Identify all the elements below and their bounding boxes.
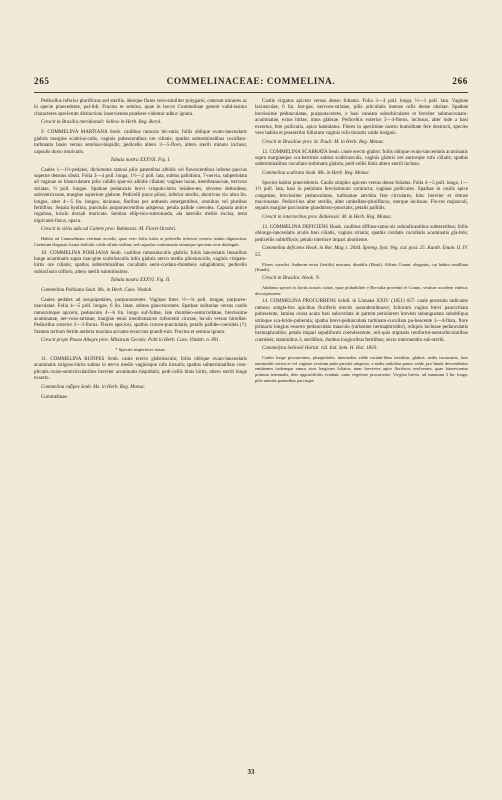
page-number-left: 265 — [34, 76, 50, 86]
signature-mark: 33 — [247, 768, 255, 776]
paragraph: Pedicellus inferior pluriflorus sed sterilis, ideoque flores vero-similiter polygami, ceterum minores ac in specie praecedente, pal-lidi. Fructus et semina, quae in hocce Commelinae genere valid-issimo characteres specierum distinctioni inservientes praebere videntur adhuc ignota. — [34, 98, 247, 117]
paragraph: Flores coerulei. Antherae tertia (fertilis) maxima, dimidiis (Hook). Affinis Comm. elegantis, cui habitu simillima (Kunth). — [255, 261, 468, 273]
paragraph: 13. COMMELINA DEFICIENS Hook. caulibus diffuso-ramo-sis subradicantibus subteretibus; foliis oblongo-lanceolatis acutis basi ciliatis, vaginis striatis; spathis cordatis cucullatis acuminatis gla-bris; pedicellis subtrifloris; petalo interiore impari abortiente. — [255, 223, 468, 243]
paragraph: 12. COMMELINA SCABRATA Seub. caule erecto glabro; foliis oblique ovato-lanceolatis acuminatis supra margineque sca-berrimis subtus scabriusculis, vaginis glabris ore anticeque rufo ciliatis; spathis subterminalibus cucullato-turbinatis glabris; pedi-cellis binis altero sterili incluso. — [255, 148, 468, 168]
header-rule — [34, 92, 468, 93]
paragraph: Crescit in Brasiliae prov. St. Pauli: M. in Herb. Reg. Monac. — [262, 138, 385, 145]
running-title: COMMELINACEAE: COMMELINA. — [166, 76, 336, 86]
paragraph: Addimus speciei in hortis nostris cultae, quae probabiliter e Bra-silia proveniit et Comm. vestitae accedere videtur, descriptionem: — [255, 284, 468, 296]
paragraph: 14. COMMELINA PROCURRENS Schdl. in Linnaea XXIV. (1851) 657. caule prostrato radicante ramoso subgla-bro apicibus floriferis erectis ascendentibusve; foliorum vagina brevi pauciciliata pubescente, lamina ovata acuta basi subcordata in partem petiolarem brevem subangustata subobliqua utrinque sca-brido-puberula; spatha brevi-pedunculata turbinato-cucullata pu-bescente 3—4-flora, flore primario longius exserto pedunculato masculo (rarissime hermaphrodito), reliquis inclusae pedunculatis hermaphroditis; petalo impari sepaliformi coerulescente, reli-quis stipitatis reniformi-semiorbicularibus coeruleis; staminibus 3, sterilibus, duobus longioribus fertilibus, sexto intermendio sub-sterili. — [255, 298, 468, 343]
paragraph: Crescit in silvis udis ad Caitete prov. Bahiensis: M. Floret Octobri. — [41, 226, 177, 233]
right-column — [255, 98, 468, 768]
paragraph: Commelinae. — [41, 393, 69, 400]
paragraph: Caulis virgatus apicem versus denso foliatus. Folia 3—4 poll. longa, ½—1 poll. lata. Vaginae laxiusculae, 6 lin. lon-gae, nervoso-striatae, pilis articulatis intense rufis dense obsitae. Spathae brevissime pedunculatae, purpurascentes, e basi cuneata suborbiculares et breviter submucronato-acuminatae, extus hirtae, intus glabrae. Pedicellus exterior 3—4-florus, inclusus, alter inde a basi exsertus, fere pollicaris, apice hamulatus. Flores in specimine nostro humiditate fere destructi, species vero habitu et praesertim foliorum vaginis rufo-hirsutis valde insignis. — [255, 98, 468, 137]
paragraph: * Species imperfecte notae. — [115, 347, 166, 353]
left-column — [34, 98, 247, 768]
paragraph: Commelina scabrata Seub. Ms. in Herb. Reg. Monac. — [262, 169, 371, 176]
paragraph: Tabula nostra XXXVI. Fig. II. — [110, 277, 171, 284]
paragraph: 11. COMMELINA RUFIPES Seub. caule erecto glabriusculo; foliis oblique ovato-lanceolatis acuminatis strigoso-hirtis subtus in nervo medio vaginisque rufo hirsutis; spathis subterminalibus com-plicatis ovato-semicircularibus breviter acuminatis hispidulis; pedi-cellis binis hirtis, altero sterili longe exserto. — [34, 355, 247, 382]
page-number-right: 266 — [452, 76, 468, 86]
paragraph: Habitu ad Commelinam vestitam accedit, quae vero foliis hirtis et pedicello inferiori exserto statim dignoscitur. Caeterum elegantis forma latifoliis valde affinis videtur, sed capsulae conformatio utramque speciem certe distinguit. — [34, 236, 247, 247]
paragraph: Crescit in interioribus prov. Bahiensis: M. in Herb. Reg. Monac. — [262, 214, 393, 221]
paragraph: Caules longe procurrentes, pluripedales, internodiis valde variabi-libus teretibus, glabris, nodis incrassatis, laxe internodiis versus et vel vaginae exortum pube parvula adsperso, e nodis radicibus pauce valde, pro-funde descendentes emittentes iisdemque ramos suos longiores foliatos, nunc brevieres apice floriferos evolventes, quae laterescentur primum terminalis, deis oppositifoliis evadunt, ramo vegetiore procurrente. Va-gina brevis, ad summum 3 lin. longa, pilis minutis patentibus parcisque — [255, 355, 468, 383]
paragraph: Caules pedales ad sesquipedales, purpurascentes. Vaginae Inter. ½—¾ poll. longae, purpureo-maculatae. Folia 4—5 poll. longae, 6 lin. latae, subtus glaucescentes. Spathae solitariae versus caulis ramorumque apicem, pedunculo 4—6 lin. longo suf-fultae, late rhombeo-semicordatae, brevissime acuminatae, ner-voso-striatae, margine tenui membranaceo rufescenti cinctae, ba-sin versus hirtellae. Pedicellus exterior 2—3-florus. Flores speciosi, spathis croceo-punctulatis, petalis pallide-coeruleis (?). Stamen tertium fertile anthera maxima arcuato-recurvata praedi-tum. Fructus et semina ignota. — [34, 296, 247, 335]
paragraph: Crescit in Brasilia: Hook. ¾ — [262, 275, 320, 282]
paragraph: Commelina Pohliana Seub. Ms. in Herb. Caes. Vindob. — [41, 286, 153, 293]
paragraph: Commelyna Sellowii Hortul. vid. Ind. Sem. H. Hal. 1850. — [262, 345, 378, 352]
paragraph: Caules 1—1½-pedales, dichotome ramosi pilis patentibus albidis vel flavescentibus inferne parcius superne densius obsiti. Folia 3—4 poll. longa, 1½—2 poll. lata, subtus pallidiora, 7-nervia, subpetiolata ad vaginae os bisurculatum pilis validis spar-sis albidis ciliatae; vaginae laxae, membranaceae, nervoso striatae, ½ poll. longae. Spathae pedunculo brevi crispulo-hirto insiden-tes, obverse deltoideae, subventricosae, margine superiore glabrae. Pedicelli parce pilosi, inferior sterilis, abortivus vix ultra lin. longus, alter 4—5 lin. longus, incinuus, floribus per anthesin emergentibus, omnibus vel pluribus fertilibus. Sepala hyalina, punctulis purpurascentibus adspersa; petala pallide coerulea. Capsula antice rugulosa, loculo dorsali muricato. Semina ellip-tico-subrotunda, ala lateralis medio excisa, testa nigricanti-fusca, opaca. — [34, 166, 247, 224]
paragraph: Crescit prope Pouso Allegre prov. Minarum Geraës: Pohl in Herb. Caes. Vindob. n. 891. — [41, 337, 221, 344]
paragraph: Commelina deficiens Hook. in Bot. Mag. t. 2644. Spreng. Syst. Veg. cur. post. 25. Kunth. Enum. II. IV. 55. — [255, 245, 468, 258]
paragraph: Tabula nostra XXXVII. Fig. I. — [110, 157, 171, 164]
paragraph: 10. COMMELINA POHLIANA Seub. caulibus ramosiusculis glabris; foliis lanceolatis linearibus longe acuminatis supra mar-gine scabriusculis infra glabris nervo medio pilosiusculis, vaginis crispato-hirtis ore ciliatis; spathis subterminalibus cucullatis semi-cordato-rhombeis subglabratis; pedicello subinclusio trifloro, altero sterili submitissimo. — [34, 249, 247, 275]
paragraph: 9. COMMELINA MARTIANA Seub. caulibus ramosis hir-sutis; foliis oblique ovato-lanceolatis glabris margine scabrius-culis, vaginis pubescentibus ore ciliatis; spathis subterminalibus cucullato-turbinatis basin versus setuloso-hispidis; pedicello altero 3—5-floro, altero sterili minuto incluso; capsulis dorso muricatis. — [34, 129, 247, 155]
running-header — [34, 76, 468, 90]
paragraph: Commelina rufipes Seub. Ms. in Herb. Reg. Monac. — [41, 383, 146, 390]
paragraph: Crescit in Brasilia meridionali: Sellow in Herb. Reg. Berol. — [41, 119, 162, 126]
paragraph: Species habitu praecedentis. Caulis simplex apicem versus dense foliatus. Folia 4—5 poll. longa, 1—1½ poll. lata, basi in petiolum brevissimum contracta; vaginae pollicares. Spathae in caulis apice congestae, brevissime pedunculatae, turbinatae am-bitu fere circulares, hinc breviter et obtuse mucronatae. Pedicel-lus alter sterilis, alter umbellato-pluriflorus, uterque inclusus. Flo-res majusculi, sepalis margine parcissime glanduloso-punctatis, petalis pallidis. — [255, 179, 468, 212]
